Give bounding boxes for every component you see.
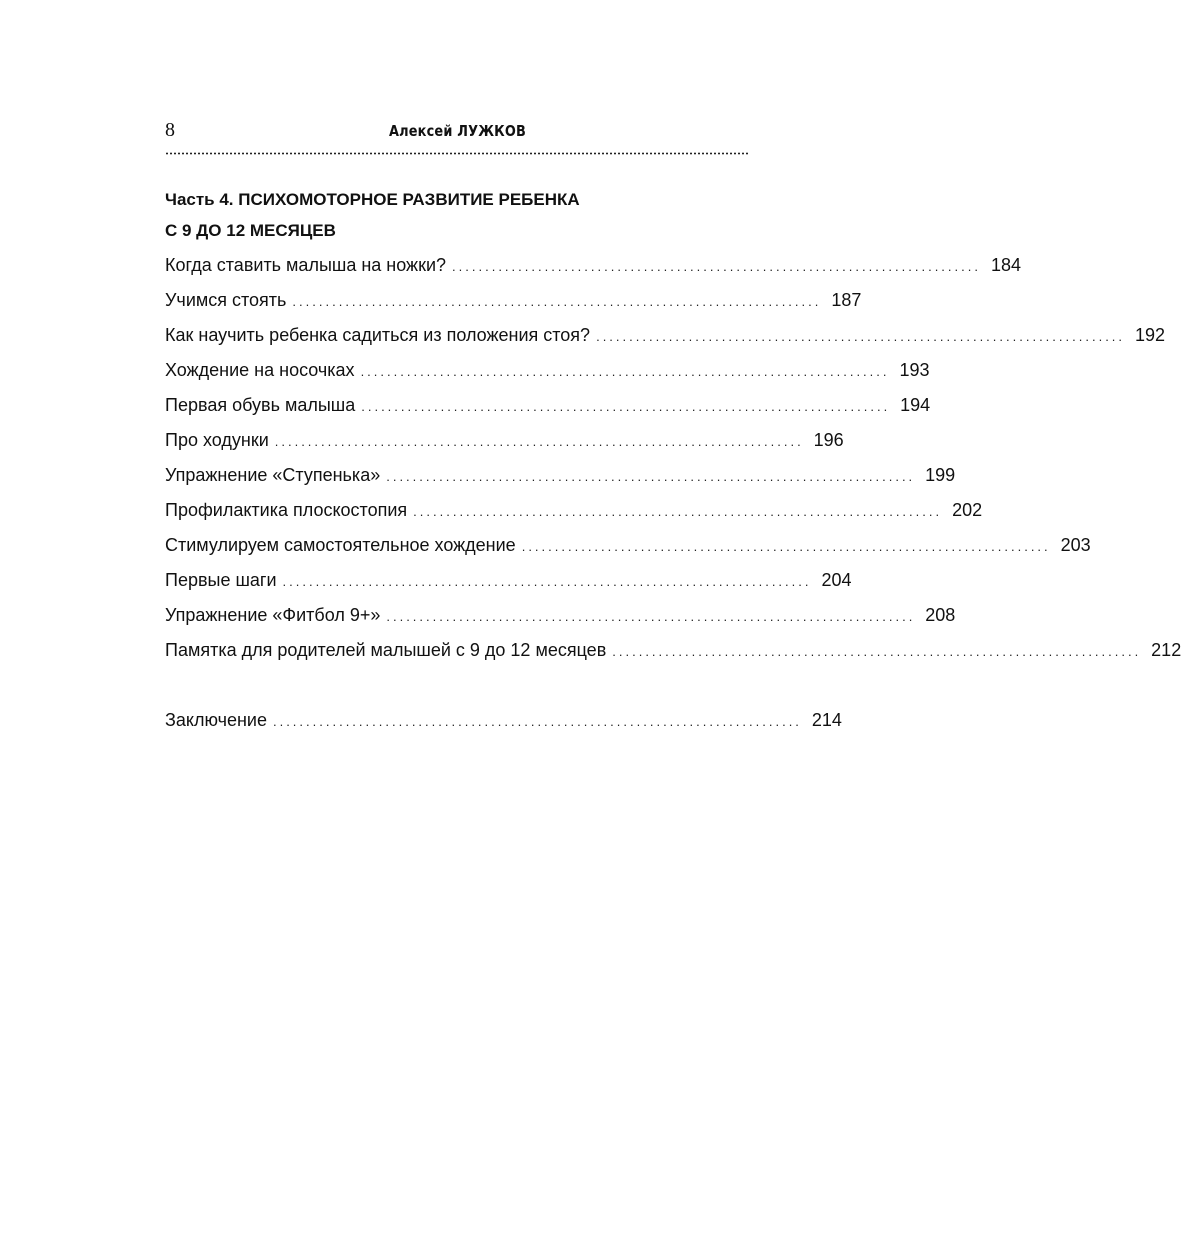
toc-entry-page: 192	[1134, 325, 1166, 345]
toc-entry-page: 208	[925, 605, 956, 625]
dot-leader: ................................................................................	[612, 644, 1142, 659]
toc-entry-title: Памятка для родителей малышей с 9 до 12 месяцев	[165, 640, 607, 660]
toc-entry[interactable]	[165, 423, 844, 458]
page-header	[165, 112, 750, 142]
dot-leader: ................................................................................	[274, 434, 804, 449]
toc-entry-title: Стимулируем самостоятельное хождение	[165, 535, 516, 555]
toc-entry[interactable]	[165, 493, 983, 528]
part-title-line-1: Часть 4. ПСИХОМОТОРНОЕ РАЗВИТИЕ РЕБЕНКА	[165, 190, 580, 209]
toc-entry-page: 203	[1060, 535, 1091, 555]
dot-leader: ................................................................................	[361, 399, 891, 414]
toc-entry[interactable]	[165, 458, 956, 493]
toc-entry-page: 202	[952, 500, 983, 520]
toc-entry-title: Как научить ребенка садиться из положения стоя?	[165, 325, 591, 345]
page-number: 8	[165, 119, 175, 141]
toc-entry[interactable]	[165, 633, 1181, 668]
toc-entry[interactable]	[165, 598, 956, 633]
toc-entry-title: Когда ставить малыша на ножки?	[165, 255, 447, 275]
dot-leader: ................................................................................	[386, 609, 916, 624]
book-page	[165, 112, 1181, 730]
dot-leader: ................................................................................	[282, 574, 812, 589]
part-title	[165, 184, 580, 246]
toc-entry-page: 204	[821, 570, 852, 590]
part-title-line-2: С 9 ДО 12 МЕСЯЦЕВ	[165, 221, 336, 240]
toc-entry-title: Упражнение «Фитбол 9+»	[165, 605, 381, 625]
toc-entry[interactable]	[165, 283, 862, 318]
toc-entry-title: Хождение на носочках	[165, 360, 355, 380]
toc-entry-title: Первая обувь малыша	[165, 395, 356, 415]
dot-leader: ................................................................................	[413, 504, 943, 519]
toc-entry-title: Учимся стоять	[165, 290, 287, 310]
toc-entry-page: 193	[899, 360, 930, 380]
toc-entry[interactable]	[165, 563, 852, 598]
dot-leader: ................................................................................	[272, 714, 802, 729]
toc-entry-page: 199	[925, 465, 956, 485]
dotted-divider	[165, 152, 750, 155]
table-of-contents	[165, 248, 1181, 738]
toc-entry-page: 196	[813, 430, 844, 450]
toc-entry-title: Первые шаги	[165, 570, 277, 590]
running-head: Алексей ЛУЖКОВ	[388, 122, 527, 140]
toc-entry[interactable]	[165, 388, 931, 423]
toc-entry[interactable]	[165, 318, 1166, 353]
toc-entry-page: 194	[900, 395, 931, 415]
toc-entry-title: Упражнение «Ступенька»	[165, 465, 381, 485]
toc-entry-page: 214	[811, 710, 842, 730]
toc-entry-page: 212	[1151, 640, 1181, 660]
toc-entry-title: Заключение	[165, 710, 267, 730]
dot-leader: ................................................................................	[452, 259, 981, 274]
toc-entry-title: Профилактика плоскостопия	[165, 500, 408, 520]
toc-entry[interactable]	[165, 353, 930, 388]
toc-entry-conclusion[interactable]	[165, 703, 842, 738]
dot-leader: ................................................................................	[292, 294, 822, 309]
dot-leader: ................................................................................	[386, 469, 916, 484]
dot-leader: ................................................................................	[360, 364, 890, 379]
toc-entry-page: 184	[990, 255, 1021, 275]
toc-entry[interactable]	[165, 528, 1091, 563]
dot-leader: ................................................................................	[521, 539, 1051, 554]
toc-entry-page: 187	[831, 290, 862, 310]
toc-entry-title: Про ходунки	[165, 430, 269, 450]
dot-leader: ................................................................................	[596, 329, 1126, 344]
toc-entry[interactable]	[165, 248, 1021, 283]
